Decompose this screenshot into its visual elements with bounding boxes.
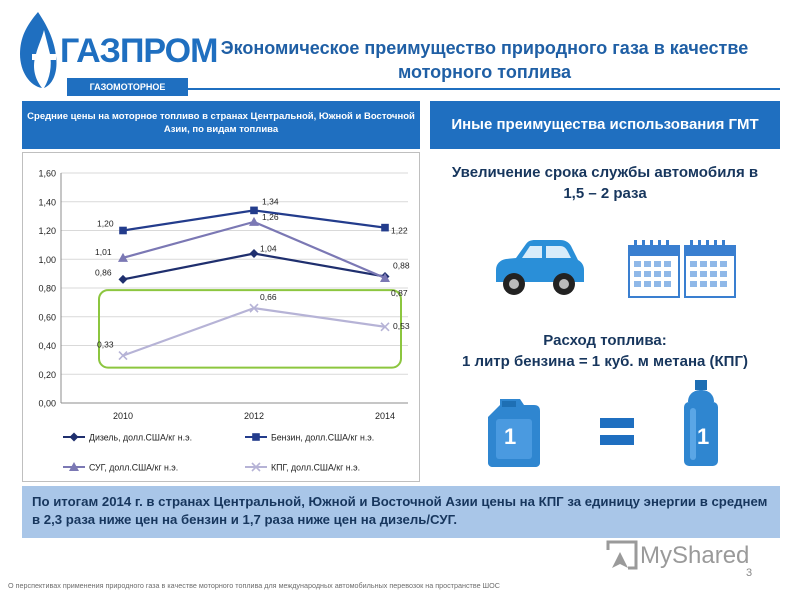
legend-entry-label: Бензин, долл.США/кг н.э. xyxy=(271,432,375,443)
x-tick-label: 2012 xyxy=(243,411,265,421)
car-icon xyxy=(490,238,586,298)
y-tick-label: 0,00 xyxy=(38,398,56,409)
y-tick-label: 0,40 xyxy=(38,341,56,351)
series-line xyxy=(123,308,385,355)
data-point-square xyxy=(381,224,389,232)
data-label: 0,66 xyxy=(260,292,277,303)
data-label: 0,87 xyxy=(391,287,408,298)
data-label: 1,01 xyxy=(95,246,112,257)
x-tick-label: 2010 xyxy=(112,411,134,421)
data-label: 1,04 xyxy=(260,243,277,254)
data-point-diamond xyxy=(70,433,79,442)
legend-entry-label: КПГ, долл.США/кг н.э. xyxy=(271,462,361,473)
legend-entry-label: СУГ, долл.США/кг н.э. xyxy=(89,462,179,473)
page-number: 3 xyxy=(746,567,753,579)
chart-svg xyxy=(23,153,421,483)
y-tick-label: 0,80 xyxy=(38,283,56,294)
data-point-square xyxy=(119,227,127,235)
data-label: 1,34 xyxy=(262,196,279,207)
chart-panel-header: Средние цены на моторное топливо в странах Центральной, Южной и Восточной Азии, по видам топлива xyxy=(22,101,420,149)
y-tick-label: 0,60 xyxy=(38,312,56,323)
data-point-square xyxy=(250,207,258,215)
petrol-volume-label: 1 xyxy=(504,424,517,449)
data-label: 0,86 xyxy=(95,267,112,278)
y-tick-label: 1,60 xyxy=(38,168,56,179)
methane-volume-label: 1 xyxy=(697,424,710,449)
logo-company-name: ГАЗПРОМ xyxy=(60,32,218,70)
data-label: 1,20 xyxy=(97,218,114,229)
legend-entry-label: Дизель, долл.США/кг н.э. xyxy=(89,432,193,443)
consumption-title: Расход топлива: xyxy=(543,332,667,349)
data-point-triangle xyxy=(249,217,259,226)
lifespan-text: Увеличение срока службы автомобиля в 1,5 – 2 раза xyxy=(451,164,759,202)
cng-highlight-box xyxy=(99,290,401,367)
y-tick-label: 0,20 xyxy=(38,369,56,380)
gazprom-logo xyxy=(10,8,218,92)
fuel-price-chart xyxy=(22,152,420,482)
data-label: 0,53 xyxy=(393,320,410,331)
watermark-brand: MyShared xyxy=(640,542,750,569)
calendar-icon xyxy=(684,240,736,298)
y-tick-label: 1,00 xyxy=(38,254,56,265)
y-tick-label: 1,40 xyxy=(38,197,56,208)
data-label: 1,22 xyxy=(391,225,408,236)
gazprom-flame-icon xyxy=(10,8,60,90)
x-tick-label: 2014 xyxy=(374,411,396,421)
equals-icon xyxy=(600,418,634,446)
title-divider xyxy=(188,88,780,90)
consumption-equivalence: 1 литр бензина = 1 куб. м метана (КПГ) xyxy=(462,353,748,370)
footer-text: О перспективах применения природного газа в качестве моторного топлива для международных автомобильных перевозок на пространстве ШОС xyxy=(8,581,500,590)
myshared-logo-icon xyxy=(606,540,638,570)
y-tick-label: 1,20 xyxy=(38,226,56,236)
page-title: Экономическое преимущество природного газа в качестве моторного топлива xyxy=(220,38,749,82)
logo-subtitle: ГАЗОМОТОРНОЕ xyxy=(67,78,188,96)
data-point-diamond xyxy=(119,275,128,284)
data-label: 1,26 xyxy=(262,211,279,222)
data-point-diamond xyxy=(250,249,259,258)
data-point-square xyxy=(252,433,260,441)
data-label: 0,33 xyxy=(97,339,114,350)
summary-text: По итогам 2014 г. в странах Центральной, Южной и Восточной Азии цены на КПГ за единицу энергии в среднем в 2,3 раза ниже цен на бензин и 1,7 раза ниже цен на дизель/СУГ. xyxy=(22,486,780,538)
data-label: 0,88 xyxy=(393,260,410,271)
fuel-consumption-block xyxy=(430,330,780,372)
calendar-icon xyxy=(628,240,680,298)
advantages-panel-header: Иные преимущества использования ГМТ xyxy=(430,101,780,149)
